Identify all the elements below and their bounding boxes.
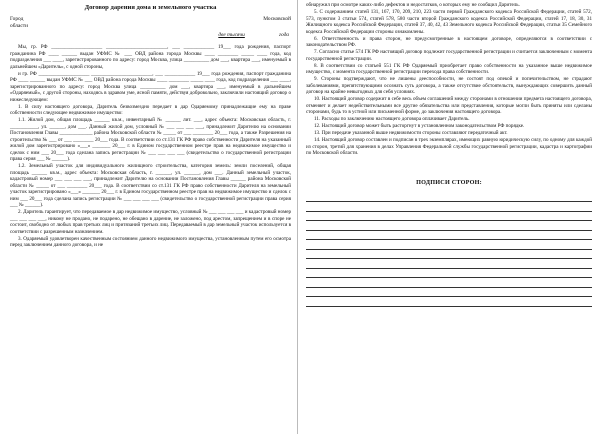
signature-line bbox=[306, 250, 592, 260]
paragraph-clause-2: 2. Даритель гарантирует, что передаваемое в дар недвижимое имущество, условный № ___ ___ ___ ___ и кадастровый номер ___ ___ ___ ___, никому не продано, не подарено, не обещано в дарение, не заложено, под арестом, запрещением и в споре не состоит, свободно от любых прав третьих лиц и притязаний третьих лиц. Передаваемый в дар земельный участок используется в соответствии с разрешенным назначением. bbox=[10, 209, 291, 235]
signature-line bbox=[306, 297, 592, 307]
signature-line bbox=[306, 259, 592, 269]
paragraph-clause-7: 7. Согласно статье 574 ГК РФ настоящий договор подлежит государственной регистрации и считается заключенным с момента государственной регистрации. bbox=[306, 49, 592, 62]
oblast-word: области bbox=[10, 23, 29, 29]
date-text: две тысячи bbox=[218, 32, 245, 38]
signature-line bbox=[306, 193, 592, 203]
paragraph-clause-8: 8. В соответствии со статьей 551 ГК РФ Одаряемый приобретает право собственности на указанное выше недвижимое имущество, с момента государственной регистрации перехода права собственности. bbox=[306, 62, 592, 75]
document-title: Договор дарения дома и земельного участка bbox=[84, 4, 217, 11]
paragraph-continuation: обнаружил при осмотре каких-либо дефектов и недостатков, о которых ему не сообщил Даритель. bbox=[306, 2, 520, 8]
signature-lines bbox=[306, 193, 592, 307]
paragraph-clause-6: 6. Ответственность и права сторон, не предусмотренные в настоящем договоре, определяются в соответствии с законодательством РФ. bbox=[306, 35, 592, 48]
paragraph-parties-2: и гр. РФ ____________________ ________________________, ___ ____________ 19___ года рождения, паспорт гражданина РФ ____ ______ выдан УФМС № ___ ОВД района города Москвы ____ ________ _____ ____ года, код подразделения ___ ____, зарегистрированного по адресу: город Москва улица __________ дом ___, квартира ___, именуемый в дальнейшем «Одаряемый», с другой стороны, находясь в здравом уме, ясной памяти, действуя добровольно, заключили настоящий договор о нижеследующем: bbox=[10, 70, 291, 103]
paragraph-clause-5: 5. С содержанием статей 131, 167, 170, 209, 210, 223 части первой Гражданского кодекса Российской Федерации, статей 572, 573, пунктом 3 статьи 574, статей 578, 580 части второй Гражданского кодекса Российской Федерации, статей 17, 18, 30, 31 Жилищного кодекса Российской Федерации, статей 37, 40, 42, 43 Земельного кодекса Российской Федерации, статьи 35 Семейного кодекса Российской Федерации стороны ознакомлены. bbox=[306, 9, 592, 35]
paragraph-clause-1-1: 1.1. Жилой дом, общая площадь ______ кв.м., инвентарный № ______ лит. ___, адрес объекта: Московская область, г. ___________, ул. ______, дом ___. Данный жилой дом, условный № ___ ___ ___ ___, принадлежит Дарителю на основании Постановления Главы _____________ района Московской области № _____ от ___ ________ 20___ года, а также Разрешения на строительство № ___ от ___ ________ 20___ года. В соответствии со ст.131 ГК РФ право собственности Дарителя на указанный жилой дом зарегистрировано «___» _______ 20___ г. в Едином государственном реестре прав на недвижимое имущество и сделок с ним ___ 20___ года сделана запись регистрации № ___ ___ ___ ___ (свидетельство о государственной регистрации права серия ___ № ______). bbox=[10, 117, 291, 162]
signature-line bbox=[306, 202, 592, 212]
paragraph-clause-1: 1. В силу настоящего договора, Даритель безвозмездно передает в дар Одаряемому принадлежащие ему на праве собственности следующее недвижимое имущество: bbox=[10, 103, 291, 116]
right-column bbox=[300, 0, 598, 434]
signature-line bbox=[306, 278, 592, 288]
year-label: года bbox=[278, 32, 289, 38]
paragraph-clause-14: 14. Настоящий договор составлен и подписан в трех экземплярах, имеющих равную юридическую силу, по одному для каждой из сторон, третий для хранения в делах Управления Федеральной службы государственной регистрации, кадастра и картографии по Московской области. bbox=[306, 137, 592, 156]
date-row bbox=[10, 32, 289, 39]
paragraph-clause-12: 12. Настоящий договор может быть расторгнут в установленном законодательством РФ порядке. bbox=[314, 123, 525, 129]
paragraph-clause-13: 13. При передаче указанной выше недвижимости стороны составляют передаточный акт. bbox=[314, 130, 508, 136]
signature-line bbox=[306, 212, 592, 222]
paragraph-clause-3: 3. Одаряемый удовлетворен качественным состоянием данного недвижимого имущества, установленным путем его осмотра перед заключением данного договора, и не bbox=[10, 235, 291, 248]
oblast-label: Московской bbox=[263, 16, 291, 22]
place-row bbox=[10, 16, 291, 23]
signature-line bbox=[306, 269, 592, 279]
city-label: Город bbox=[10, 16, 24, 22]
signatures-title: ПОДПИСИ СТОРОН: bbox=[416, 178, 482, 186]
paragraph-clause-10: 10. Настоящий договор содержит в себе весь объем соглашений между сторонами в отношении предмета настоящего договора, отменяет и делает недействительными все другие обязательства или представления, которые могли быть приняты или сделаны сторонами, будь то в устной или письменной форме, до заключения настоящего договора. bbox=[306, 96, 592, 115]
paragraph-clause-11: 11. Расходы по заключению настоящего договора оплачивает Даритель. bbox=[314, 116, 470, 122]
column-divider bbox=[297, 0, 298, 434]
signature-line bbox=[306, 221, 592, 231]
signature-line bbox=[306, 231, 592, 241]
paragraph-parties-1: Мы, гр. РФ ____________________ ________________________, ___ ____________ 19___ года рождения, паспорт гражданина РФ ____ ______ выдан УФМС № ___ ОВД района города Москвы ____ ________ _____ ____ года, код подразделения ___ ____, зарегистрированного по адресу: город Москва, улица __________ дом ___, квартира ___, именуемый в дальнейшем «Даритель», с одной стороны, bbox=[10, 44, 291, 70]
left-column bbox=[2, 0, 295, 434]
oblast-row bbox=[10, 23, 291, 30]
signature-line bbox=[306, 288, 592, 298]
signature-line bbox=[306, 240, 592, 250]
paragraph-clause-1-2: 1.2. Земельный участок для индивидуального жилищного строительства, категория земель: земли поселений, общая площадь ______ кв.м., адрес объекта: Московская область, г. ______, ул. ______, дом ___. Данный земельный участок, кадастровый номер ___ ___ ___ ___, принадлежит Дарителю на основании Постановления Главы ______ района Московской области № _____ от ___ ________ 20___ года. В соответствии со ст.131 ГК РФ право собственности Дарителя на земельный участок зарегистрировано «___» _______ 20___ г. в Едином государственном реестре прав на недвижимое имущество и сделок с ним ___ 20___ года сделана запись регистрации № ___ ___ ___ ___ (свидетельство о государственной регистрации права серия ___ № ______). bbox=[10, 163, 291, 208]
paragraph-clause-9: 9. Стороны подтверждают, что не лишены дееспособности, не состоят под опекой и попечительством, не страдают заболеваниями, препятствующими осознать суть договора, а также отсутствие обстоятельств, вынуждающих совершить данный договор на крайне невыгодных для себя условиях. bbox=[306, 76, 592, 95]
